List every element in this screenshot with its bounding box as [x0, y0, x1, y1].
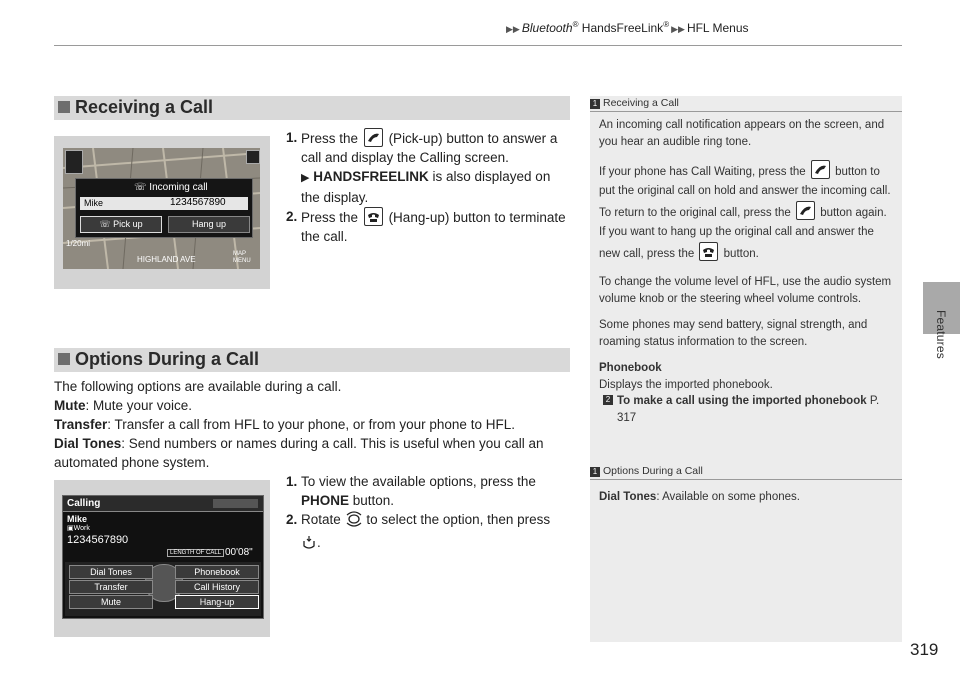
section-bullet-icon [58, 353, 70, 365]
caller-label: ▣Work [67, 525, 90, 532]
call-history-option[interactable]: Call History [175, 580, 259, 594]
street-name: HIGHLAND AVE [137, 255, 196, 264]
phone-icon: ☏ [134, 182, 150, 193]
chapter-label: Features [934, 310, 948, 359]
crumb-handsfreelink: HandsFreeLink [578, 21, 664, 35]
breadcrumb-arrow: ▶▶ [506, 24, 520, 34]
call-options-menu [65, 562, 261, 616]
dial-tones-option[interactable]: Dial Tones [69, 565, 153, 579]
note-marker-icon: 1 [590, 99, 600, 109]
breadcrumb: ▶▶ Bluetooth® HandsFreeLink® ▶▶ HFL Menus [506, 20, 749, 35]
pick-up-icon [796, 201, 815, 220]
phonebook-option[interactable]: Phonebook [175, 565, 259, 579]
crumb-hfl-menus: HFL Menus [686, 21, 749, 35]
section-header-receiving: Receiving a Call [54, 96, 570, 120]
length-of-call-label: LENGTH OF CALL [167, 549, 224, 557]
section-bullet-icon [58, 101, 70, 113]
caller-name: Mike [67, 514, 88, 524]
call-duration: 00'08" [225, 547, 253, 558]
pick-up-icon [811, 160, 830, 179]
crumb-bluetooth: Bluetooth [521, 21, 573, 35]
options-steps: 1. To view the available options, press the PHONE button. 2. Rotate to select the option, then press . [286, 472, 568, 556]
incoming-call-screenshot [54, 136, 270, 289]
hang-up-icon [364, 207, 383, 226]
transfer-option[interactable]: Transfer [69, 580, 153, 594]
caller-number: 1234567890 [67, 534, 129, 546]
phone-icon: ☏ [99, 219, 114, 229]
calling-screenshot [54, 480, 270, 637]
press-knob-icon [301, 535, 317, 556]
map-menu-button[interactable]: MAP MENU [233, 251, 251, 264]
receiving-steps: 1. Press the (Pick-up) button to answer a call and display the Calling screen. ▶ HANDSFREELINK is also displayed on the display. 2. Press the (Hang-up) button to terminate the call. [286, 130, 566, 244]
breadcrumb-arrow: ▶▶ [671, 24, 685, 34]
page-number: 319 [910, 640, 939, 659]
result-arrow-icon: ▶ [301, 172, 310, 184]
hang-up-option[interactable]: Hang-up [175, 595, 259, 609]
header-rule [54, 45, 902, 46]
incoming-call-title: ☏ Incoming call [134, 182, 208, 193]
caller-row: Mike 1234567890 [80, 197, 248, 210]
note-options: 1 Options During a Call Dial Tones: Available on some phones. [590, 464, 902, 506]
pick-up-icon [364, 128, 383, 147]
compass-icon [65, 150, 83, 174]
status-icons [213, 499, 258, 508]
incoming-call-dialog [75, 178, 253, 238]
note-receiving: 1 Receiving a Call An incoming call notification appears on the screen, and you hear an audible ring tone. If your phone has Call Waiting, press the button to put the original call on hold and answer the incoming call. To return to the original call, press the button again. If you want to hang up the original call and answer the new call, press the button. To change the volume level of HFL, use the audio system volume knob or the steering wheel volume controls. Some phones may send battery, signal strength, and roaming status information to the screen. Phonebook Displays the imported phonebook. 2 To make a call using the imported phonebook P. 317 [590, 96, 902, 426]
map-scale: 1/20mi [66, 239, 91, 248]
pick-up-button[interactable]: ☏ Pick up [80, 216, 162, 233]
hang-up-button[interactable]: Hang up [168, 216, 250, 233]
cross-reference-icon: 2 [603, 395, 613, 405]
work-icon: ▣ [67, 525, 74, 532]
calling-title-bar: Calling [63, 496, 263, 512]
note-marker-icon: 1 [590, 467, 600, 477]
hang-up-icon [699, 242, 718, 261]
rotate-knob-icon [345, 510, 363, 533]
mute-option[interactable]: Mute [69, 595, 153, 609]
options-description: The following options are available during a call. Mute: Mute your voice. Transfer: Transfer a call from HFL to your phone, or from your phone to HFL. Dial Tones: Send numbers or names during a call. This is useful when you call an automated phone system. [54, 379, 544, 470]
phonebook-link[interactable]: To make a call using the imported phonebook [617, 395, 867, 407]
map-view-icon [246, 150, 260, 164]
section-header-options: Options During a Call [54, 348, 570, 372]
